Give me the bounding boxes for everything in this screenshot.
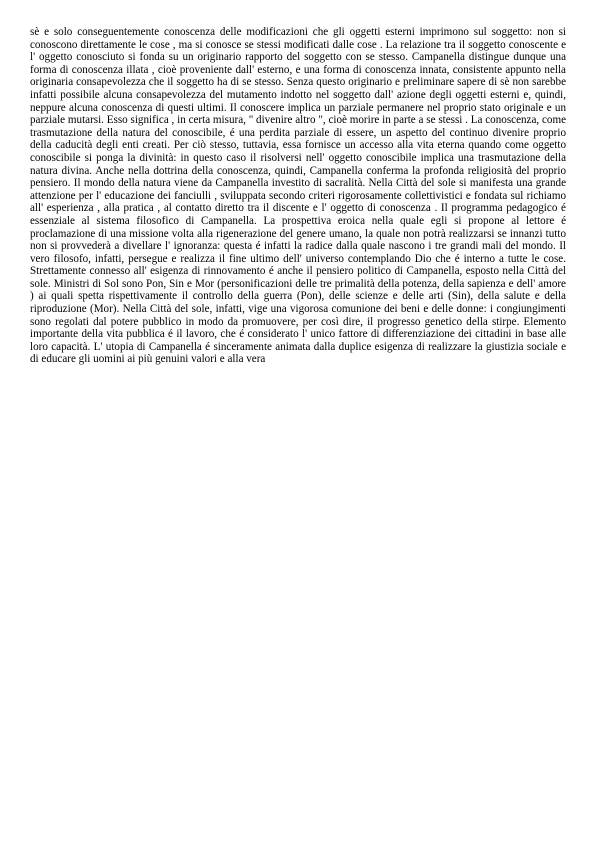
body-paragraph: sè e solo conseguentemente conoscenza delle modificazioni che gli oggetti esterni imprimono sul soggetto: non si conoscono direttamente le cose , ma si conosce se stessi modificati dalle cose . La relazione tra il soggetto conoscente e l' oggetto conosciuto si fonda su un originario rapporto del soggetto con se stesso. Campanella distingue dunque una forma di conoscenza illata , cioè proveniente dall' esterno, e una forma di conoscenza innata, consistente appunto nella originaria consapevolezza che il soggetto ha di se stesso. Senza questo originario e preliminare sapere di sè non sarebbe infatti possibile alcuna consapevolezza del mutamento indotto nel soggetto dall' azione degli oggetti esterni e, quindi, neppure alcuna conoscenza di questi ultimi. Il conoscere implica un parziale permanere nel proprio stato originale e un parziale mutarsi. Esso significa , in certa misura, " divenire altro ", cioè morire in parte a se stessi . La conoscenza, come trasmutazione della natura del conoscibile, é una perdita parziale di essere, un aspetto del continuo divenire proprio della caducità degli enti creati. Per ciò stesso, tuttavia, essa fornisce un accesso alla vita eterna quando come oggetto conoscibile si ponga la divinità: in questo caso il risolversi nell' oggetto conoscibile implica una trasmutazione della natura divina. Anche nella dottrina della conoscenza, quindi, Campanella conferma la profonda religiosità del proprio pensiero. Il mondo della natura viene da Campanella investito di sacralità. Nella Città del sole si manifesta una grande attenzione per l' educazione dei fanciulli , sviluppata secondo criteri rigorosamente collettivistici e fondata sul richiamo all' esperienza , alla pratica , al contatto diretto tra il discente e l' oggetto di conoscenza . Il programma pedagogico é essenziale al sistema filosofico di Campanella. La prospettiva eroica nella quale egli si propone al lettore é proclamazione di una missione volta alla rigenerazione del genere umano, la quale non potrà realizzarsi se innanzi tutto non si provvederà a divellare l' ignoranza: questa é infatti la radice dalla quale nascono i tre grandi mali del mondo. Il vero filosofo, infatti, persegue e realizza il fine ultimo dell' universo contemplando Dio che é interno a tutte le cose. Strettamente connesso all' esigenza di rinnovamento é anche il pensiero politico di Campanella, esposto nella Città del sole. Ministri di Sol sono Pon, Sin e Mor (personificazioni delle tre primalità della potenza, della sapienza e dell' amore ) ai quali spetta rispettivamente il controllo della guerra (Pon), delle scienze e delle arti (Sin), della salute e della riproduzione (Mor). Nella Città del sole, infatti, vige una vigorosa comunione dei beni e delle donne: i congiungimenti sono regolati dal potere pubblico in modo da promuovere, per così dire, il progresso genetico della stirpe. Elemento importante della vita pubblica é il lavoro, che é considerato l' unico fattore di differenziazione dei cittadini in base alle loro capacità. L' utopia di Campanella é sinceramente animata dalla duplice esigenza di realizzare la giustizia sociale e di educare gli uomini ai più genuini valori e alla vera [30, 26, 566, 366]
